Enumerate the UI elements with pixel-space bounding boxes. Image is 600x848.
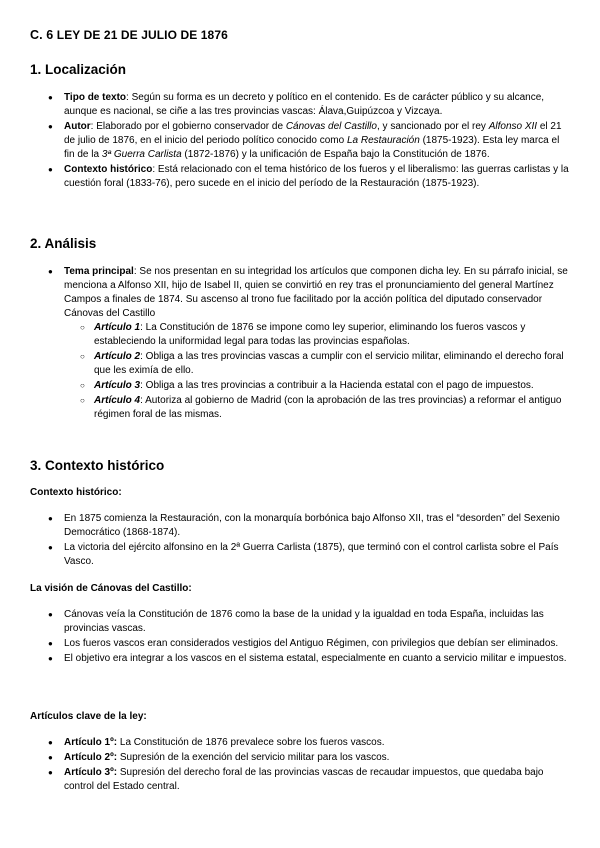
list-item: ● Autor: Elaborado por el gobierno conservador de Cánovas del Castillo, y sancionado por el rey Alfonso XII el 21 de julio de 1876, en el inicio del periodo político conocido como La Restauración (1875-1923). Esta ley marca el fin de la 3ª Guerra Carlista (1872-1876) y la unificación de España bajo la Constitución de 1876.: [48, 120, 570, 162]
localizacion-list: [48, 91, 570, 192]
list-item: ● Artículo 2º: Supresión de la exención del servicio militar para los vascos.: [48, 751, 570, 765]
title-text: LEY DE 21 DE JULIO DE 1876: [56, 28, 228, 42]
list-item: ● Artículo 3º: Supresión del derecho foral de las provincias vascas de recaudar impuestos, que quedaba bajo control del Estado central.: [48, 766, 570, 794]
list-item: ● Contexto histórico: Está relacionado con el tema histórico de los fueros y el liberalismo: las guerras carlistas y la cuestión foral (1833-76), pero sucede en el inicio del período de la Restauración (1875-1923).: [48, 163, 570, 191]
list-item: ● Tema principal: Se nos presentan en su integridad los artículos que componen dicha ley. En su párrafo inicial, se menciona a Alfonso XII, hijo de Isabel II, quien se convirtió en rey tras el pronunciamiento del general Martínez Campos a finales de 1874. Su ascenso al trono fue facilitado por la acción política del diputado conservador Cánovas del Castillo ○ Artículo 1: La Constitución de 1876 se impone como ley superior, eliminando los fueros vascos y estableciendo la uniformidad legal para todas las provincias españolas. ○ Artículo 2: Obliga a las tres provincias vascas a cumplir con el servicio militar, eliminando el derecho foral que les eximía de ello. ○ Artículo 3: Obliga a las tres provincias a contribuir a la Hacienda estatal con el pago de impuestos. ○ Artículo 4: Autoriza al gobierno de Madrid (con la aprobación de las tres provincias) a reformar el antiguo régimen foral de las mismas.: [48, 265, 570, 422]
subheading-articulos-clave: Artículos clave de la ley:: [30, 711, 147, 722]
list-item: ○ Artículo 1: La Constitución de 1876 se impone como ley superior, eliminando los fueros vascos y estableciendo la uniformidad legal para todas las provincias españolas.: [64, 321, 570, 349]
title-prefix: C. 6: [30, 28, 54, 42]
analisis-list: [48, 265, 570, 423]
list-item: ○ Artículo 2: Obliga a las tres provincias vascas a cumplir con el servicio militar, eliminando el derecho foral que les eximía de ello.: [64, 350, 570, 378]
subheading-contexto: Contexto histórico:: [30, 487, 122, 498]
list-item: ● Artículo 1º: La Constitución de 1876 prevalece sobre los fueros vascos.: [48, 736, 570, 750]
list-item: ○ Artículo 3: Obliga a las tres provincias a contribuir a la Hacienda estatal con el pago de impuestos.: [64, 379, 570, 393]
list-item: ● En 1875 comienza la Restauración, con la monarquía borbónica bajo Alfonso XII, tras el “desorden” del Sexenio Democrático (1868-1874).: [48, 512, 570, 540]
contexto-list: [48, 512, 570, 570]
document-title: [30, 28, 228, 42]
vision-list: [48, 608, 570, 667]
list-item: ● El objetivo era integrar a los vascos en el sistema estatal, especialmente en cuanto a servicio militar e impuestos.: [48, 652, 570, 666]
section-heading-localizacion: 1. Localización: [30, 62, 127, 77]
articulos-clave-list: [48, 736, 570, 795]
list-item: ● Los fueros vascos eran considerados vestigios del Antiguo Régimen, con privilegios que debían ser eliminados.: [48, 637, 570, 651]
list-item: ● Tipo de texto: Según su forma es un decreto y político en el contenido. Es de carácter público y su alcance, aunque es nacional, se ciñe a las tres provincias vascas: Álava,Guipúzcoa y Vizcaya.: [48, 91, 570, 119]
section-heading-contexto: 3. Contexto histórico: [30, 458, 165, 473]
list-item: ● La victoria del ejército alfonsino en la 2ª Guerra Carlista (1875), que terminó con el control carlista sobre el País Vasco.: [48, 541, 570, 569]
subheading-vision-canovas: La visión de Cánovas del Castillo:: [30, 583, 192, 594]
list-item: ○ Artículo 4: Autoriza al gobierno de Madrid (con la aprobación de las tres provincias) a reformar el antiguo régimen foral de las mismas.: [64, 394, 570, 422]
list-item: ● Cánovas veía la Constitución de 1876 como la base de la unidad y la igualdad en toda España, incluidas las provincias vascas.: [48, 608, 570, 636]
section-heading-analisis: 2. Análisis: [30, 236, 97, 251]
articles-sublist: [64, 321, 570, 422]
